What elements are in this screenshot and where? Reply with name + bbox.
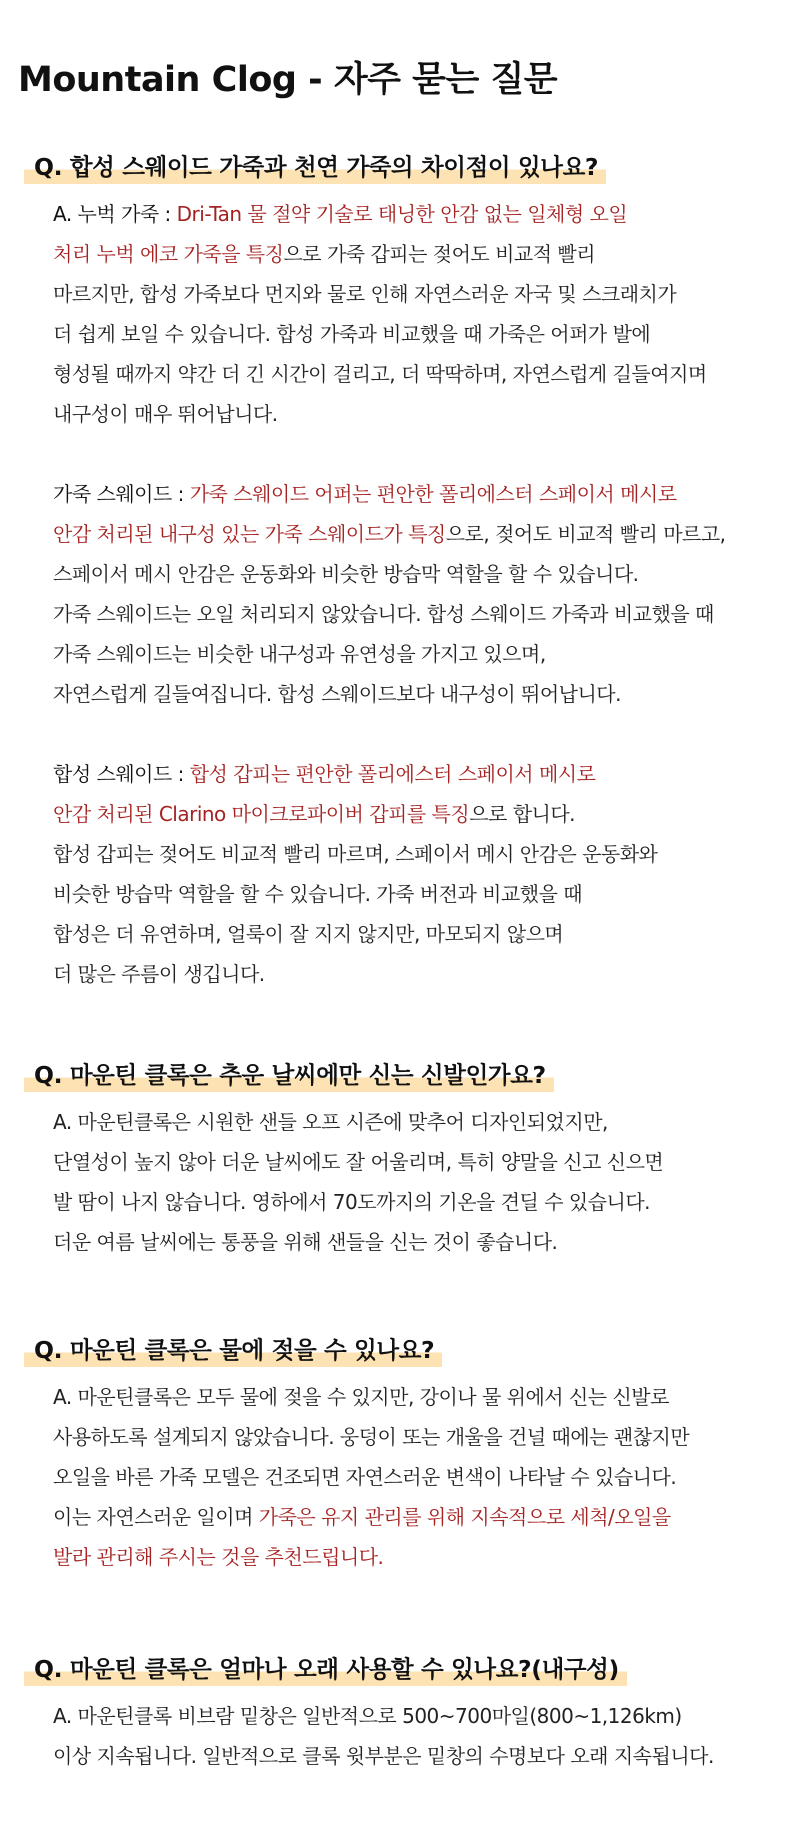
answer-line: A. 마운틴클록은 시원한 샌들 오프 시즌에 맞추어 디자인되었지만, <box>53 1110 608 1134</box>
answer-line <box>53 1497 800 1537</box>
faq-question: Q. 합성 스웨이드 가죽과 천연 가죽의 차이점이 있나요? <box>24 150 606 184</box>
answer-line <box>53 234 800 274</box>
answer-line: 더운 여름 날씨에는 통풍을 위해 샌들을 신는 것이 좋습니다. <box>53 1230 558 1254</box>
answer-line <box>53 794 800 834</box>
faq-item-durability <box>0 1652 800 1776</box>
synthetic-suede-label: 합성 스웨이드 : <box>53 762 190 786</box>
nubuck-label: A. 누벅 가죽 : <box>53 202 177 226</box>
highlight-text: 안감 처리된 Clarino 마이크로파이버 갑피를 특징 <box>53 802 470 826</box>
faq-answer <box>53 1102 800 1262</box>
answer-line: 합성은 더 유연하며, 얼룩이 잘 지지 않지만, 마모되지 않으며 <box>53 922 564 946</box>
page-title: Mountain Clog - 자주 묻는 질문 <box>18 60 558 100</box>
answer-line: 가죽 스웨이드는 비슷한 내구성과 유연성을 가지고 있으며, <box>53 642 546 666</box>
faq-answer <box>53 1696 800 1776</box>
answer-line: 비슷한 방습막 역할을 할 수 있습니다. 가죽 버전과 비교했을 때 <box>53 882 583 906</box>
answer-line: 자연스럽게 길들여집니다. 합성 스웨이드보다 내구성이 뛰어납니다. <box>53 682 621 706</box>
answer-line: 사용하도록 설계되지 않았습니다. 웅덩이 또는 개울을 건널 때에는 괜찮지만 <box>53 1425 690 1449</box>
faq-item-material <box>0 150 800 994</box>
answer-line: 발 땀이 나지 않습니다. 영하에서 70도까지의 기온을 견딜 수 있습니다. <box>53 1190 651 1214</box>
answer-line: 더 많은 주름이 생깁니다. <box>53 962 265 986</box>
answer-line: 합성 갑피는 젖어도 비교적 빨리 마르며, 스페이서 메시 안감은 운동화와 <box>53 842 658 866</box>
answer-line <box>53 474 800 514</box>
answer-line: 내구성이 매우 뛰어납니다. <box>53 402 278 426</box>
faq-item-weather <box>0 1058 800 1262</box>
highlight-text: Dri-Tan 물 절약 기술로 태닝한 안감 없는 일체형 오일 <box>176 202 628 226</box>
answer-line: 발라 관리해 주시는 것을 추천드립니다. <box>53 1545 384 1569</box>
answer-line: A. 마운틴클록은 모두 물에 젖을 수 있지만, 강이나 물 위에서 신는 신발로 <box>53 1385 669 1409</box>
answer-line: 이상 지속됩니다. 일반적으로 클록 윗부분은 밑창의 수명보다 오래 지속됩니다. <box>53 1744 714 1768</box>
answer-line <box>53 514 800 554</box>
answer-text: 으로, 젖어도 비교적 빨리 마르고, <box>445 522 726 546</box>
paragraph-gap <box>53 714 800 754</box>
faq-question: Q. 마운틴 클록은 추운 날씨에만 신는 신발인가요? <box>24 1058 554 1092</box>
highlight-text: 처리 누벅 에코 가죽을 특징 <box>53 242 284 266</box>
answer-text: 으로 가죽 갑피는 젖어도 비교적 빨리 <box>283 242 596 266</box>
answer-text: 이는 자연스러운 일이며 <box>53 1505 259 1529</box>
answer-line: 스페이서 메시 안감은 운동화와 비슷한 방습막 역할을 할 수 있습니다. <box>53 562 639 586</box>
answer-line <box>53 754 800 794</box>
answer-line: 마르지만, 합성 가죽보다 먼지와 물로 인해 자연스러운 자국 및 스크래치가 <box>53 282 677 306</box>
highlight-text: 가죽은 유지 관리를 위해 지속적으로 세척/오일을 <box>258 1505 671 1529</box>
leather-suede-label: 가죽 스웨이드 : <box>53 482 190 506</box>
paragraph-gap <box>53 434 800 474</box>
faq-question: Q. 마운틴 클록은 얼마나 오래 사용할 수 있나요?(내구성) <box>24 1652 627 1686</box>
answer-line: 단열성이 높지 않아 더운 날씨에도 잘 어울리며, 특히 양말을 신고 신으면 <box>53 1150 664 1174</box>
faq-item-water <box>0 1333 800 1577</box>
answer-line: 더 쉽게 보일 수 있습니다. 합성 가죽과 비교했을 때 가죽은 어퍼가 발에 <box>53 322 651 346</box>
answer-line <box>53 194 800 234</box>
answer-line: 오일을 바른 가죽 모델은 건조되면 자연스러운 변색이 나타날 수 있습니다. <box>53 1465 677 1489</box>
answer-line: A. 마운틴클록 비브람 밑창은 일반적으로 500~700마일(800~1,126km) <box>53 1704 682 1728</box>
highlight-text: 합성 갑피는 편안한 폴리에스터 스페이서 메시로 <box>189 762 596 786</box>
faq-answer <box>53 1377 800 1577</box>
answer-line: 가죽 스웨이드는 오일 처리되지 않았습니다. 합성 스웨이드 가죽과 비교했을 때 <box>53 602 714 626</box>
faq-answer <box>53 194 800 994</box>
faq-question: Q. 마운틴 클록은 물에 젖을 수 있나요? <box>24 1333 442 1367</box>
answer-line: 형성될 때까지 약간 더 긴 시간이 걸리고, 더 딱딱하며, 자연스럽게 길들여지며 <box>53 362 707 386</box>
highlight-text: 가죽 스웨이드 어퍼는 편안한 폴리에스터 스페이서 메시로 <box>189 482 677 506</box>
highlight-text: 안감 처리된 내구성 있는 가죽 스웨이드가 특징 <box>53 522 446 546</box>
answer-text: 으로 합니다. <box>469 802 576 826</box>
